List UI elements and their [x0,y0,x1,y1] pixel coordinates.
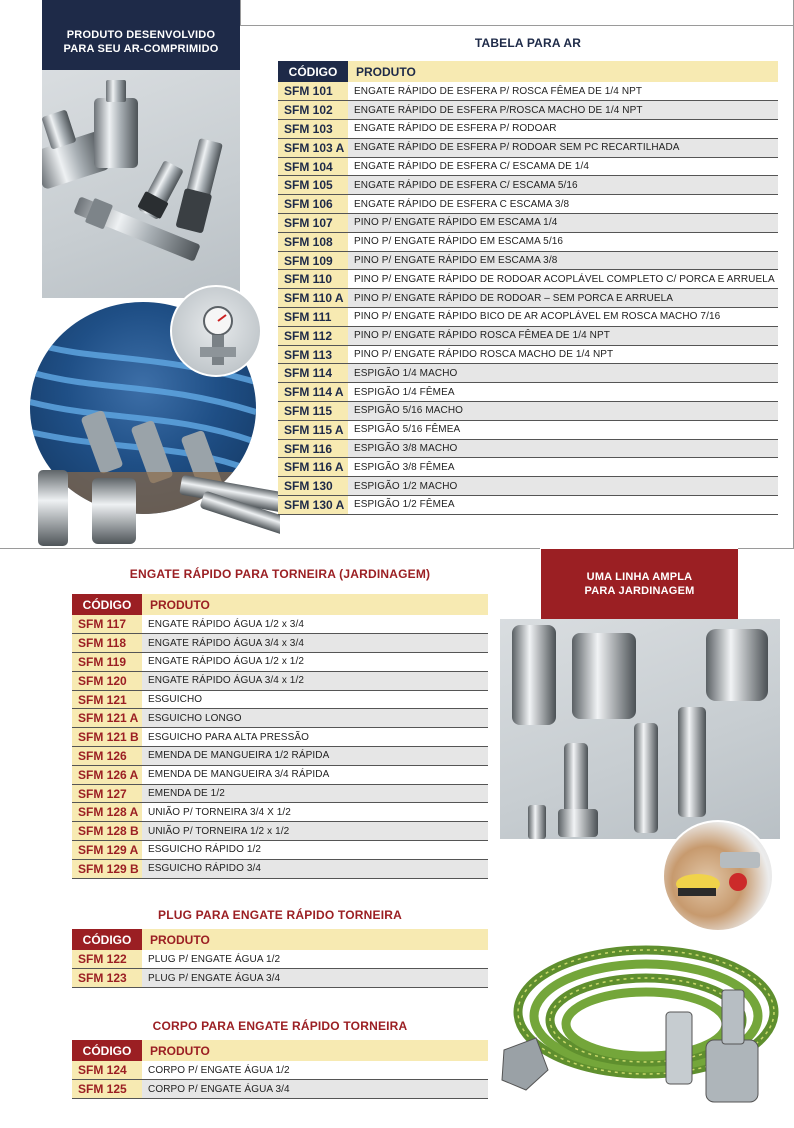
body-table-row [72,1080,488,1099]
air-table-header-product: PRODUTO [348,61,778,82]
body-table-header-product: PRODUTO [142,1040,488,1061]
plug-table-row [72,969,488,988]
air-table-row-code: SFM 107 [278,214,348,233]
top-divider-horizontal [240,25,794,26]
air-table-row [278,326,778,345]
garden-table-row [72,728,488,747]
air-table-row [278,383,778,402]
pin-shape-2 [175,138,222,234]
garden-table-row-product: ESGUICHO PARA ALTA PRESSÃO [142,728,488,747]
garden-table-row-product: EMENDA DE MANGUEIRA 3/4 RÁPIDA [142,765,488,784]
air-table-row-code: SFM 104 [278,157,348,176]
garden-table-row-product: ESGUICHO LONGO [142,709,488,728]
pin-shape-1 [137,160,184,220]
air-table-row-product: ESPIGÃO 1/4 MACHO [348,364,778,383]
body-table-row-product: CORPO P/ ENGATE ÁGUA 3/4 [142,1080,488,1099]
air-fittings-photo [42,70,240,298]
garden-table-row [72,671,488,690]
air-table-row-product: ESPIGÃO 5/16 FÊMEA [348,420,778,439]
air-table-row [278,232,778,251]
air-table-row [278,402,778,421]
air-table-row [278,364,778,383]
air-table-row-code: SFM 116 A [278,458,348,477]
air-table-row [278,308,778,327]
body-table [72,1040,488,1099]
garden-table-row-code: SFM 129 A [72,841,142,860]
garden-table-row-product: ENGATE RÁPIDO ÁGUA 1/2 x 1/2 [142,653,488,672]
body-table-row [72,1061,488,1080]
air-table-row [278,120,778,139]
pressure-gauge-photo [170,285,262,377]
middle-divider-right [738,548,794,549]
top-divider-vertical [240,0,241,26]
air-table-row-product: ENGATE RÁPIDO DE ESFERA P/ RODOAR SEM PC RECARTILHADA [348,138,778,157]
garden-table-row-product: EMENDA DE MANGUEIRA 1/2 RÁPIDA [142,747,488,766]
air-table-row-code: SFM 115 [278,402,348,421]
loose-fittings-photo [30,460,280,550]
garden-hose-photo [496,920,786,1108]
air-table-row-code: SFM 103 [278,120,348,139]
garden-table-row [72,765,488,784]
body-table-row-product: CORPO P/ ENGATE ÁGUA 1/2 [142,1061,488,1080]
plug-table-header-product: PRODUTO [142,929,488,950]
garden-table-row-product: EMENDA DE 1/2 [142,784,488,803]
air-table-row-code: SFM 115 A [278,420,348,439]
plug-table-row-product: PLUG P/ ENGATE ÁGUA 1/2 [142,950,488,969]
air-table-row-product: ESPIGÃO 1/2 MACHO [348,477,778,496]
air-table-row [278,138,778,157]
air-table [278,61,778,515]
garden-table-row-code: SFM 117 [72,615,142,634]
air-table-row-product: ESPIGÃO 3/8 FÊMEA [348,458,778,477]
air-table-row-product: ESPIGÃO 5/16 MACHO [348,402,778,421]
air-table-row-product: ENGATE RÁPIDO DE ESFERA C/ ESCAMA 5/16 [348,176,778,195]
body-table-row-code: SFM 125 [72,1080,142,1099]
plug-table-title: PLUG PARA ENGATE RÁPIDO TORNEIRA [158,908,402,922]
garden-table-row-product: UNIÃO P/ TORNEIRA 1/2 x 1/2 [142,822,488,841]
garden-table-row [72,709,488,728]
air-table-row [278,157,778,176]
air-table-row-code: SFM 114 [278,364,348,383]
plug-table-row-product: PLUG P/ ENGATE ÁGUA 3/4 [142,969,488,988]
garden-banner [541,549,738,619]
garden-table-row-code: SFM 127 [72,784,142,803]
air-banner-text: PRODUTO DESENVOLVIDO PARA SEU AR-COMPRIMIDO [63,29,219,55]
middle-divider-left [0,548,540,549]
air-table-row-code: SFM 111 [278,308,348,327]
garden-table-row [72,615,488,634]
garden-table-row [72,653,488,672]
air-table-row [278,477,778,496]
garden-table-row-product: ESGUICHO [142,690,488,709]
air-table-row-code: SFM 109 [278,251,348,270]
air-table-row-code: SFM 130 A [278,496,348,515]
garden-table-row-product: ESGUICHO RÁPIDO 3/4 [142,859,488,878]
air-table-row-code: SFM 101 [278,82,348,101]
air-table-row-product: PINO P/ ENGATE RÁPIDO BICO DE AR ACOPLÁVEL EM ROSCA MACHO 7/16 [348,308,778,327]
air-banner [42,0,240,70]
air-table-row-code: SFM 102 [278,101,348,120]
plug-table-row-code: SFM 122 [72,950,142,969]
air-table-row-product: PINO P/ ENGATE RÁPIDO EM ESCAMA 1/4 [348,214,778,233]
air-table-row-code: SFM 110 [278,270,348,289]
garden-table-row-code: SFM 118 [72,634,142,653]
air-table-row-code: SFM 130 [278,477,348,496]
air-table-row [278,176,778,195]
air-table-row-product: ENGATE RÁPIDO DE ESFERA C/ ESCAMA DE 1/4 [348,157,778,176]
air-table-row-code: SFM 113 [278,345,348,364]
air-table-row-code: SFM 103 A [278,138,348,157]
garden-table-header-code: CÓDIGO [72,594,142,615]
air-table-row-product: ENGATE RÁPIDO DE ESFERA C ESCAMA 3/8 [348,195,778,214]
air-table-row-product: ESPIGÃO 1/4 FÊMEA [348,383,778,402]
air-table-row-product: ESPIGÃO 1/2 FÊMEA [348,496,778,515]
plug-table-row [72,950,488,969]
air-table-row-code: SFM 110 A [278,289,348,308]
air-table-row-product: ENGATE RÁPIDO DE ESFERA P/ROSCA MACHO DE 1/4 NPT [348,101,778,120]
garden-table [72,594,488,879]
air-table-row-product: ENGATE RÁPIDO DE ESFERA P/ RODOAR [348,120,778,139]
body-table-header-code: CÓDIGO [72,1040,142,1061]
air-table-row-code: SFM 106 [278,195,348,214]
air-table-row [278,101,778,120]
garden-table-row-product: ENGATE RÁPIDO ÁGUA 3/4 x 3/4 [142,634,488,653]
air-table-row-product: PINO P/ ENGATE RÁPIDO DE RODOAR ACOPLÁVEL COMPLETO C/ PORCA E ARRUELA [348,270,778,289]
air-table-row [278,420,778,439]
garden-table-header-product: PRODUTO [142,594,488,615]
garden-table-row-code: SFM 121 B [72,728,142,747]
air-table-row-product: PINO P/ ENGATE RÁPIDO ROSCA FÊMEA DE 1/4 NPT [348,326,778,345]
air-table-row [278,214,778,233]
worker-photo [662,820,774,932]
garden-table-row [72,634,488,653]
garden-banner-text: UMA LINHA AMPLA PARA JARDINAGEM [584,571,695,597]
plug-table-header-code: CÓDIGO [72,929,142,950]
garden-table-row [72,841,488,860]
garden-table-row [72,747,488,766]
air-table-row [278,251,778,270]
garden-table-row-code: SFM 120 [72,671,142,690]
garden-table-row-code: SFM 126 [72,747,142,766]
coupler-shape-2 [94,80,138,168]
air-table-row-code: SFM 105 [278,176,348,195]
air-table-row [278,458,778,477]
body-table-row-code: SFM 124 [72,1061,142,1080]
air-table-title: TABELA PARA AR [474,36,582,50]
air-table-row [278,270,778,289]
air-table-row [278,82,778,101]
garden-table-title: ENGATE RÁPIDO PARA TORNEIRA (JARDINAGEM) [129,567,431,581]
garden-table-row [72,803,488,822]
garden-table-row [72,859,488,878]
garden-table-row-code: SFM 128 A [72,803,142,822]
garden-table-row [72,784,488,803]
air-table-row-product: PINO P/ ENGATE RÁPIDO DE RODOAR – SEM PORCA E ARRUELA [348,289,778,308]
garden-table-row-product: ESGUICHO RÁPIDO 1/2 [142,841,488,860]
plug-table-row-code: SFM 123 [72,969,142,988]
air-table-row-product: ESPIGÃO 3/8 MACHO [348,439,778,458]
garden-table-row [72,822,488,841]
air-table-row-product: ENGATE RÁPIDO DE ESFERA P/ ROSCA FÊMEA DE 1/4 NPT [348,82,778,101]
garden-table-row-code: SFM 119 [72,653,142,672]
air-table-row [278,195,778,214]
air-table-row-product: PINO P/ ENGATE RÁPIDO ROSCA MACHO DE 1/4 NPT [348,345,778,364]
garden-table-row-code: SFM 121 [72,690,142,709]
garden-fittings-photo [500,619,780,839]
air-table-row-code: SFM 112 [278,326,348,345]
body-table-title: CORPO PARA ENGATE RÁPIDO TORNEIRA [152,1019,408,1033]
air-table-row-code: SFM 116 [278,439,348,458]
air-table-row-code: SFM 114 A [278,383,348,402]
air-table-row-code: SFM 108 [278,232,348,251]
air-table-row-product: PINO P/ ENGATE RÁPIDO EM ESCAMA 5/16 [348,232,778,251]
garden-table-row-code: SFM 128 B [72,822,142,841]
garden-table-row-product: ENGATE RÁPIDO ÁGUA 1/2 x 3/4 [142,615,488,634]
air-table-row [278,496,778,515]
garden-table-row-product: ENGATE RÁPIDO ÁGUA 3/4 x 1/2 [142,671,488,690]
air-table-row-product: PINO P/ ENGATE RÁPIDO EM ESCAMA 3/8 [348,251,778,270]
garden-table-row-code: SFM 129 B [72,859,142,878]
air-table-header-code: CÓDIGO [278,61,348,82]
air-table-row [278,289,778,308]
air-table-row [278,345,778,364]
plug-table [72,929,488,988]
garden-table-row-code: SFM 126 A [72,765,142,784]
garden-table-row-code: SFM 121 A [72,709,142,728]
air-table-row [278,439,778,458]
garden-table-row [72,690,488,709]
garden-table-row-product: UNIÃO P/ TORNEIRA 3/4 X 1/2 [142,803,488,822]
